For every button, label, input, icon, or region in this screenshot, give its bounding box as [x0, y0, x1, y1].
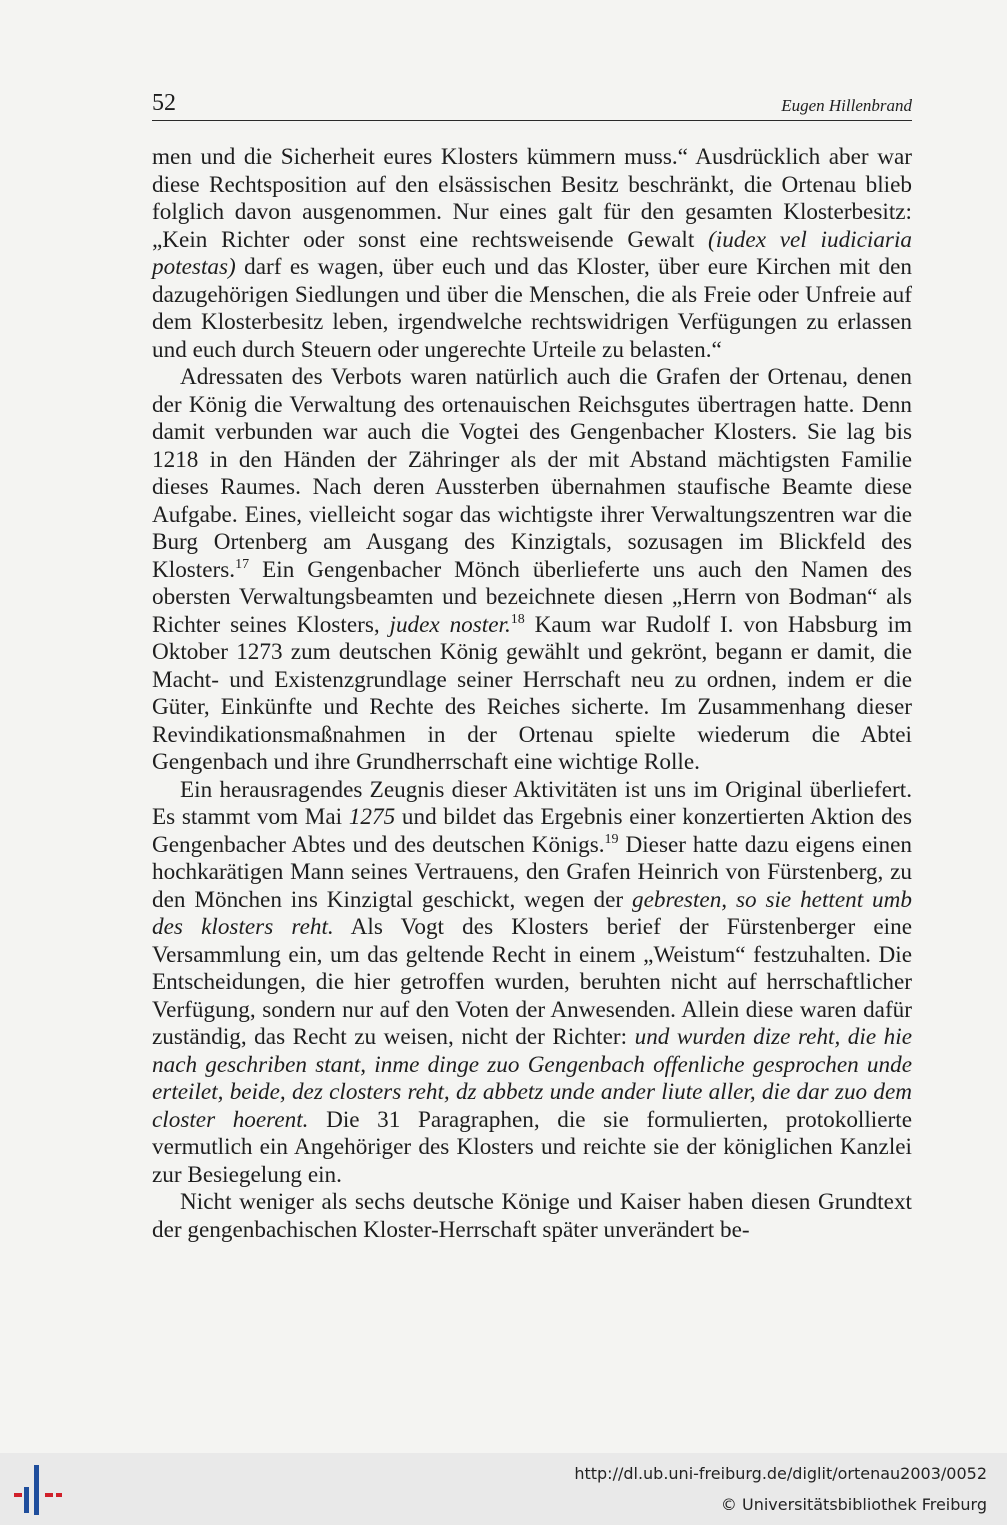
text-run: Die 31 Paragraphen, die sie formulierten, protokollierte vermutlich ein Angehöriger des Klosters und reichte sie der königlichen Kanzlei zur Besiegelung ein. [152, 1106, 912, 1188]
page-number: 52 [152, 90, 176, 116]
text-run: Dieser hatte dazu eigens einen hochkarätigen Mann seines Vertrauens, den Grafen Heinrich von Fürstenberg, zu den Mönchen ins Kinzigtal geschickt, wegen der [152, 831, 912, 913]
italic-quote: und wurden dize reht, die hie nach geschriben stant, inme dinge zuo Gengenbach offenliche gesprochen unde erteilet, beide, dez closters reht, dz abbetz unde ander liute aller, die dar zuo dem closter hoerent. [152, 1024, 912, 1133]
italic-term: judex noster. [389, 611, 511, 638]
ub-freiburg-logo-icon[interactable] [12, 1463, 66, 1517]
copyright-notice: © Universitätsbibliothek Freiburg [720, 1495, 987, 1514]
italic-term: (iudex vel iudiciaria potestas) [152, 226, 912, 280]
text-run: Adressaten des Verbots waren natürlich auch die Grafen der Ortenau, denen der König die Verwaltung des ortenauischen Reichsgutes übertragen hatte. Denn damit verbunden war auch die Vogtei des Gengenbacher Klosters. Sie lag bis 1218 in den Händen der Zähringer als der mit Abstand mächtigsten Familie dieses Raumes. Nach deren Aussterben übernahmen staufische Beamte diese Aufgabe. Eines, vielleicht sogar das wichtigste ihrer Verwaltungszentren war die Burg Ortenberg am Ausgang des Kinzigtals, sozusagen im Blickfeld des Klosters. [152, 364, 912, 583]
permalink-url[interactable]: http://dl.ub.uni-freiburg.de/diglit/ortenau2003/0052 [574, 1464, 987, 1483]
paragraph-2 [152, 364, 912, 777]
running-head: Eugen Hillenbrand [781, 96, 912, 115]
text-run: Ein Gengenbacher Mönch überlieferte uns auch den Namen des obersten Verwaltungsbeamten und bezeichnete diesen „Herrn von Bodman“ als Richter seines Klosters, [152, 556, 912, 638]
paragraph-4 [152, 1189, 912, 1244]
text-run: Als Vogt des Klosters berief der Fürstenberger eine Versammlung ein, um das geltende Recht in einem „Weistum“ festzuhalten. Die Entscheidungen, die hier getroffen wurden, beruhten nicht auf herrschaftlicher Verfügung, sondern nur auf den Voten der Anwesenden. Allein diese waren dafür zuständig, das Recht zu weisen, nicht der Richter: [152, 914, 912, 1050]
text-run: und bildet das Ergebnis einer konzertierten Aktion des Gengenbacher Abtes und des deutschen Königs. [152, 804, 912, 858]
text-run: men und die Sicherheit eures Klosters kümmern muss.“ Ausdrücklich aber war diese Rechtsposition auf den elsässischen Besitz beschränkt, die Ortenau blieb folglich davon ausgenommen. Nur eines galt für den gesamten Klosterbesitz: „Kein Richter oder sonst eine rechtsweisende Gewalt [152, 144, 912, 253]
italic-date: 1275 [348, 804, 396, 830]
footnote-ref-19[interactable]: 19 [604, 831, 619, 847]
body-text [152, 144, 912, 1244]
footnote-ref-18[interactable]: 18 [510, 611, 525, 627]
text-run: darf es wagen, über euch und das Kloster, über eure Kirchen mit den dazugehörigen Siedlungen und über die Menschen, die als Freie oder Unfreie auf dem Klosterbesitz leben, irgendwelche rechtswidrigen Verfügungen zu erlassen und euch durch Steuern oder ungerechte Urteile zu belasten.“ [152, 254, 912, 363]
paragraph-3 [152, 777, 912, 1190]
text-run: Ein herausragendes Zeugnis dieser Aktivitäten ist uns im Original überliefert. Es stammt vom Mai [152, 776, 912, 830]
text-run: Kaum war Rudolf I. von Habsburg im Oktober 1273 zum deutschen König gewählt und gekrönt, begann er damit, die Macht- und Existenzgrundlage seiner Herrschaft neu zu ordnen, indem er die Güter, Einkünfte und Rechte des Reiches sicherte. Im Zusammenhang dieser Revindikationsmaßnahmen in der Ortenau spielte wiederum die Abtei Gengenbach und ihre Grundherrschaft eine wichtige Rolle. [152, 611, 912, 775]
italic-quote: gebresten, so sie hettent umb des klosters reht. [152, 886, 912, 940]
paragraph-1 [152, 144, 912, 364]
footnote-ref-17[interactable]: 17 [235, 556, 250, 572]
text-run: Nicht weniger als sechs deutsche Könige und Kaiser haben diesen Grundtext der gengenbachischen Kloster-Herrschaft später unverändert be- [152, 1189, 912, 1243]
page-header [152, 88, 912, 121]
viewer-footer [0, 1453, 1007, 1525]
